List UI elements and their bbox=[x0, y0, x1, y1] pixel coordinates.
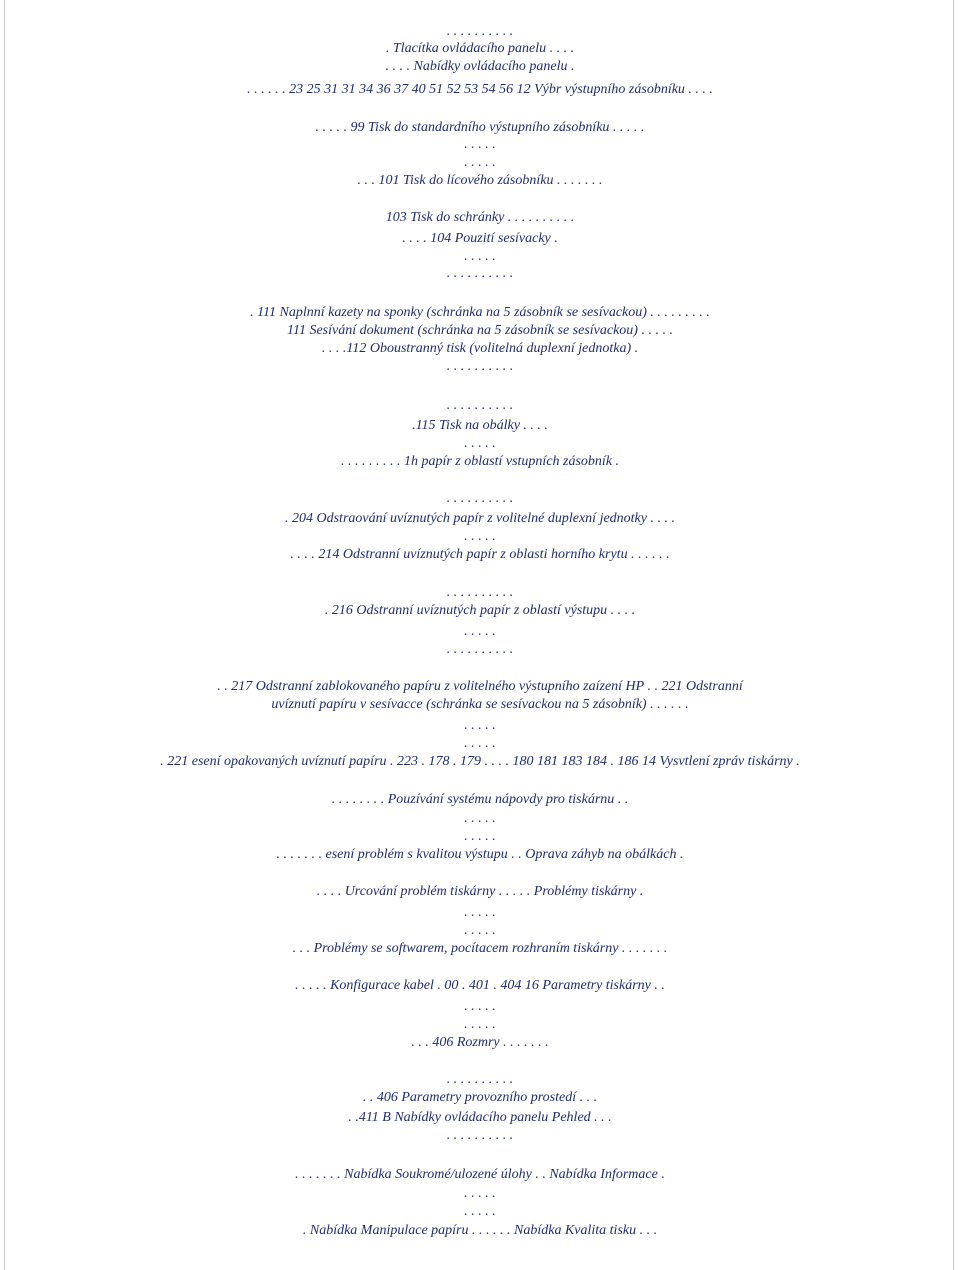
toc-line: . . . . . . . . . . bbox=[446, 585, 514, 600]
toc-line: . . . . . . . . . . bbox=[446, 1128, 514, 1143]
toc-line: . . . . . . . . Pouzívání systému nápovdy pro tiskárnu . . bbox=[331, 792, 629, 807]
toc-line: . . . . . . . esení problém s kvalitou výstupu . . Oprava záhyb na obálkách . bbox=[276, 847, 684, 862]
toc-line: . . . . . bbox=[464, 718, 496, 733]
toc-line: . . . . . bbox=[464, 1186, 496, 1201]
toc-line: . . . Problémy se softwarem, pocítacem rozhraním tiskárny . . . . . . . bbox=[292, 941, 668, 956]
toc-line: . . . . . bbox=[464, 829, 496, 844]
toc-line: . . 406 Parametry provozního prostedí . . . bbox=[362, 1090, 598, 1105]
toc-line: . 221 esení opakovaných uvíznutí papíru . 223 . 178 . 179 . . . . 180 181 183 184 . 186 14 Vysvtlení zpráv tiskárny . bbox=[160, 754, 800, 769]
toc-line: . Nabídka Manipulace papíru . . . . . . Nabídka Kvalita tisku . . . bbox=[302, 1223, 658, 1238]
toc-line: . 216 Odstranní uvíznutých papír z oblastí výstupu . . . . bbox=[324, 603, 636, 618]
toc-line: . . . . . . . . . . bbox=[446, 491, 514, 506]
toc-line: . . . . . bbox=[464, 1204, 496, 1219]
toc-line: . . . . . bbox=[464, 137, 496, 152]
toc-line: . . . 406 Rozmry . . . . . . . bbox=[411, 1035, 549, 1050]
toc-line: . . . . . . . . . . bbox=[446, 398, 514, 413]
toc-line: . . . . . bbox=[464, 529, 496, 544]
toc-line: . . . . . bbox=[464, 999, 496, 1014]
toc-line: . . . . . bbox=[464, 905, 496, 920]
toc-line: . . . . . bbox=[464, 736, 496, 751]
toc-line: . . . . 214 Odstranní uvíznutých papír z oblasti horního krytu . . . . . . bbox=[290, 547, 670, 562]
toc-line: . . . . Nabídky ovládacího panelu . bbox=[385, 59, 575, 74]
toc-line-wrapped: . . 217 Odstranní zablokovaného papíru z volitelného výstupního zaízení HP . . 221 Odstranní uvíznutí papíru v sesívacce (schránka se sesívackou na 5 zásobník) . . . . . . bbox=[217, 679, 743, 712]
toc-line: . . . . . bbox=[464, 1017, 496, 1032]
toc-line: .115 Tisk na obálky . . . . bbox=[412, 418, 548, 433]
toc-line: . Tlacítka ovládacího panelu . . . . bbox=[385, 41, 575, 56]
toc-line: . . . . . Konfigurace kabel . 00 . 401 . 404 16 Parametry tiskárny . . bbox=[295, 978, 665, 993]
toc-line: . . . . . . . . . . bbox=[446, 266, 514, 281]
toc-line: . . . . . bbox=[464, 923, 496, 938]
toc-line: . . . . . 99 Tisk do standardního výstupního zásobníku . . . . . bbox=[315, 120, 645, 135]
toc-line: 103 Tisk do schránky . . . . . . . . . . bbox=[385, 210, 575, 225]
toc-line: . . . . . . . . . . bbox=[446, 1072, 514, 1087]
toc-line: . .411 B Nabídky ovládacího panelu Pehled . . . bbox=[348, 1110, 612, 1125]
toc-line: . . . . . . . . . . bbox=[446, 359, 514, 374]
toc-line: . 111 Naplnní kazety na sponky (schránka na 5 zásobník se sesívackou) . . . . . . . . . bbox=[250, 305, 710, 320]
toc-line: . . . . . bbox=[464, 811, 496, 826]
toc-line: . . . . . . 23 25 31 31 34 36 37 40 51 52 53 54 56 12 Výbr výstupního zásobníku . . . . bbox=[247, 82, 713, 97]
toc-line: . 204 Odstraování uvíznutých papír z volitelné duplexní jednotky . . . . bbox=[285, 511, 675, 526]
toc-line: . . . 101 Tisk do lícového zásobníku . . . . . . . bbox=[357, 173, 603, 188]
toc-line: . . . . . . . . . . bbox=[446, 642, 514, 657]
toc-line: . . . . 104 Pouzití sesívacky . bbox=[402, 231, 558, 246]
toc-line: . . . . . bbox=[464, 155, 496, 170]
toc-line: . . . . . bbox=[464, 249, 496, 264]
toc-line: . . . .112 Oboustranný tisk (volitelná duplexní jednotka) . bbox=[321, 341, 639, 356]
toc-line: 111 Sesívání dokument (schránka na 5 zásobník se sesívackou) . . . . . bbox=[287, 323, 673, 338]
toc-line: . . . . . bbox=[464, 436, 496, 451]
toc-line: . . . . Urcování problém tiskárny . . . . . Problémy tiskárny . bbox=[316, 884, 644, 899]
toc-line: . . . . . . . . . 1h papír z oblastí vstupních zásobník . bbox=[340, 454, 620, 469]
toc-line: . . . . . . . Nabídka Soukromé/ulozené úlohy . . Nabídka Informace . bbox=[295, 1167, 665, 1182]
toc-line: . . . . . . . . . . bbox=[446, 24, 514, 39]
toc-line: . . . . . bbox=[464, 624, 496, 639]
